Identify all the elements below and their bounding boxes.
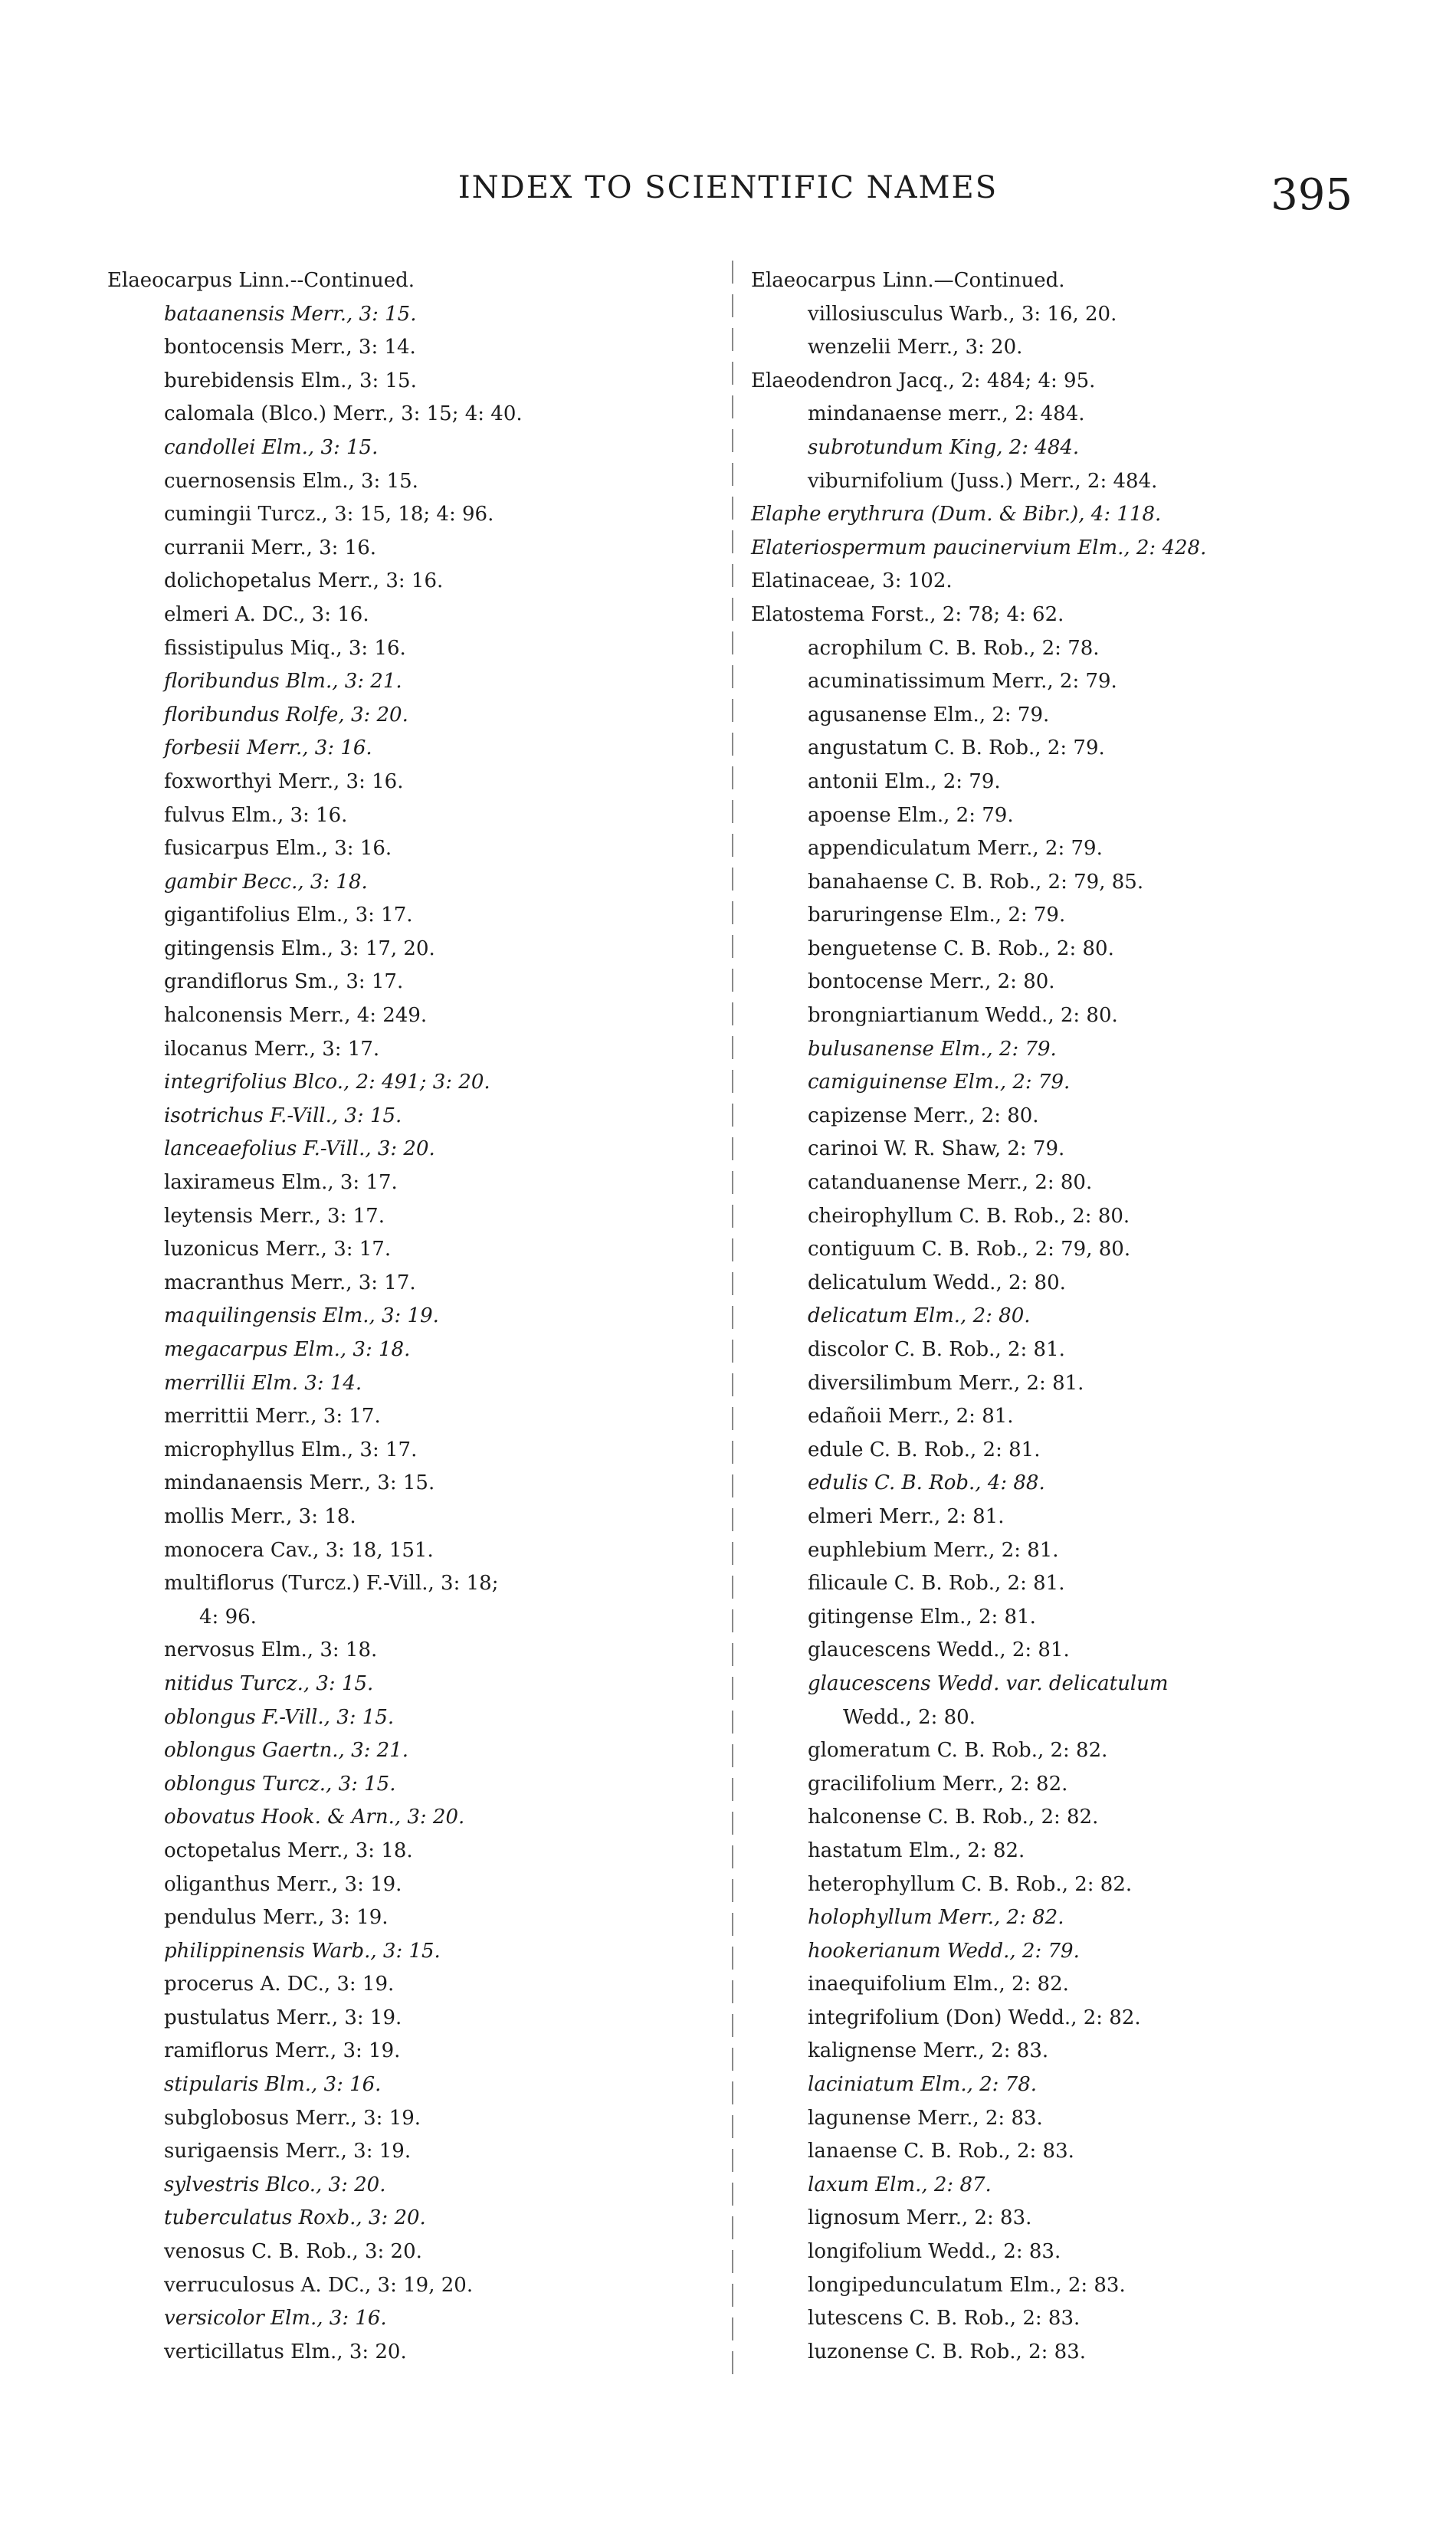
index-entry: ilocanus Merr., 3: 17.: [164, 1037, 380, 1061]
index-entry: camiguinense Elm., 2: 79.: [808, 1071, 1071, 1094]
index-heading: Elateriospermum paucinervium Elm., 2: 428.: [751, 536, 1207, 559]
index-entry: hookerianum Wedd., 2: 79.: [808, 1939, 1080, 1963]
index-entry: stipularis Blm., 3: 16.: [164, 2073, 382, 2097]
index-entry: curranii Merr., 3: 16.: [164, 536, 377, 559]
index-entry: laciniatum Elm., 2: 78.: [808, 2073, 1038, 2097]
index-entry: versicolor Elm., 3: 16.: [164, 2307, 387, 2331]
index-entry: lignosum Merr., 2: 83.: [808, 2206, 1032, 2230]
index-entry: bulusanense Elm., 2: 79.: [808, 1037, 1057, 1061]
index-entry: carinoi W. R. Shaw, 2: 79.: [808, 1137, 1065, 1161]
index-entry: acrophilum C. B. Rob., 2: 78.: [808, 636, 1100, 660]
index-entry: leytensis Merr., 3: 17.: [164, 1204, 385, 1228]
index-entry: burebidensis Elm., 3: 15.: [164, 369, 417, 392]
index-heading: Elaeodendron Jacq., 2: 484; 4: 95.: [751, 369, 1096, 392]
index-entry: edañoii Merr., 2: 81.: [808, 1405, 1014, 1429]
index-entry: fissistipulus Miq., 3: 16.: [164, 636, 406, 660]
index-heading: Elatostema Forst., 2: 78; 4: 62.: [751, 602, 1064, 626]
index-entry: venosus C. B. Rob., 3: 20.: [164, 2240, 422, 2264]
index-entry: candollei Elm., 3: 15.: [164, 435, 379, 459]
index-entry: multiflorus (Turcz.) F.-Vill., 3: 18;: [164, 1572, 499, 1596]
index-entry: oblongus Turcz., 3: 15.: [164, 1772, 396, 1796]
index-entry: mindanaensis Merr., 3: 15.: [164, 1471, 435, 1495]
column-divider: [732, 261, 733, 2376]
page-number: 395: [1271, 170, 1353, 220]
index-entry: lanaense C. B. Rob., 2: 83.: [808, 2140, 1074, 2163]
index-entry: mindanaense merr., 2: 484.: [808, 402, 1085, 426]
index-entry: bontocensis Merr., 3: 14.: [164, 336, 416, 359]
index-entry: glaucescens Wedd. var. delicatulum: [808, 1671, 1169, 1695]
index-heading: Elatinaceae, 3: 102.: [751, 569, 953, 593]
left-index-column: [107, 264, 720, 2369]
index-heading: Elaeocarpus Linn.--Continued.: [107, 269, 415, 292]
index-entry: edule C. B. Rob., 2: 81.: [808, 1438, 1041, 1461]
index-entry: holophyllum Merr., 2: 82.: [808, 1906, 1064, 1930]
index-entry: nitidus Turcz., 3: 15.: [164, 1671, 374, 1695]
index-entry: inaequifolium Elm., 2: 82.: [808, 1973, 1069, 1996]
index-heading: Elaphe erythrura (Dum. & Bibr.), 4: 118.: [751, 503, 1162, 526]
index-entry: macranthus Merr., 3: 17.: [164, 1271, 416, 1294]
index-entry: luzonicus Merr., 3: 17.: [164, 1238, 392, 1261]
index-entry: cumingii Turcz., 3: 15, 18; 4: 96.: [164, 503, 494, 526]
index-entry: floribundus Blm., 3: 21.: [164, 670, 402, 694]
index-entry: fulvus Elm., 3: 16.: [164, 803, 348, 827]
index-entry: grandiflorus Sm., 3: 17.: [164, 970, 404, 994]
index-entry: elmeri A. DC., 3: 16.: [164, 602, 369, 626]
index-heading: Elaeocarpus Linn.—Continued.: [751, 269, 1065, 292]
index-entry: longifolium Wedd., 2: 83.: [808, 2240, 1061, 2264]
index-entry: villosiusculus Warb., 3: 16, 20.: [808, 302, 1117, 326]
index-entry: merrittii Merr., 3: 17.: [164, 1405, 381, 1429]
index-entry: delicatulum Wedd., 2: 80.: [808, 1271, 1066, 1294]
index-entry: cheirophyllum C. B. Rob., 2: 80.: [808, 1204, 1130, 1228]
index-entry: integrifolium (Don) Wedd., 2: 82.: [808, 2006, 1141, 2029]
index-entry: viburnifolium (Juss.) Merr., 2: 484.: [808, 469, 1158, 493]
index-entry: mollis Merr., 3: 18.: [164, 1504, 356, 1528]
index-entry: foxworthyi Merr., 3: 16.: [164, 769, 404, 793]
index-entry: diversilimbum Merr., 2: 81.: [808, 1371, 1084, 1395]
index-entry: microphyllus Elm., 3: 17.: [164, 1438, 418, 1461]
index-entry: verticillatus Elm., 3: 20.: [164, 2340, 407, 2363]
index-entry: ramiflorus Merr., 3: 19.: [164, 2039, 401, 2063]
index-entry: filicaule C. B. Rob., 2: 81.: [808, 1572, 1065, 1596]
index-entry: forbesii Merr., 3: 16.: [164, 736, 372, 760]
index-entry: edulis C. B. Rob., 4: 88.: [808, 1471, 1045, 1495]
index-entry: octopetalus Merr., 3: 18.: [164, 1839, 413, 1862]
index-entry: oblongus Gaertn., 3: 21.: [164, 1739, 408, 1763]
index-entry: halconense C. B. Rob., 2: 82.: [808, 1806, 1099, 1829]
index-entry: wenzelii Merr., 3: 20.: [808, 336, 1023, 359]
index-entry: subrotundum King, 2: 484.: [808, 435, 1080, 459]
index-entry: hastatum Elm., 2: 82.: [808, 1839, 1025, 1862]
index-entry: obovatus Hook. & Arn., 3: 20.: [164, 1806, 465, 1829]
index-entry: procerus A. DC., 3: 19.: [164, 1973, 395, 1996]
index-entry: laxirameus Elm., 3: 17.: [164, 1171, 398, 1195]
index-entry: lanceaefolius F.-Vill., 3: 20.: [164, 1137, 435, 1161]
index-entry: gigantifolius Elm., 3: 17.: [164, 904, 413, 927]
index-entry: gambir Becc., 3: 18.: [164, 870, 368, 894]
index-entry: benguetense C. B. Rob., 2: 80.: [808, 936, 1114, 960]
index-entry: apoense Elm., 2: 79.: [808, 803, 1014, 827]
index-entry: acuminatissimum Merr., 2: 79.: [808, 670, 1117, 694]
index-entry: glomeratum C. B. Rob., 2: 82.: [808, 1739, 1108, 1763]
index-entry: glaucescens Wedd., 2: 81.: [808, 1638, 1070, 1662]
index-entry: fusicarpus Elm., 3: 16.: [164, 837, 392, 861]
index-entry: merrillii Elm. 3: 14.: [164, 1371, 362, 1395]
index-entry: nervosus Elm., 3: 18.: [164, 1638, 378, 1662]
index-entry: banahaense C. B. Rob., 2: 79, 85.: [808, 870, 1144, 894]
index-entry: pustulatus Merr., 3: 19.: [164, 2006, 402, 2029]
index-entry: cuernosensis Elm., 3: 15.: [164, 469, 418, 493]
index-entry: angustatum C. B. Rob., 2: 79.: [808, 736, 1105, 760]
index-entry: philippinensis Warb., 3: 15.: [164, 1939, 441, 1963]
index-entry: longipedunculatum Elm., 2: 83.: [808, 2273, 1126, 2297]
index-entry: megacarpus Elm., 3: 18.: [164, 1338, 411, 1361]
index-entry: agusanense Elm., 2: 79.: [808, 703, 1050, 727]
index-entry: bontocense Merr., 2: 80.: [808, 970, 1055, 994]
index-entry: euphlebium Merr., 2: 81.: [808, 1538, 1059, 1562]
index-entry: oliganthus Merr., 3: 19.: [164, 1872, 402, 1896]
index-entry: lagunense Merr., 2: 83.: [808, 2106, 1043, 2130]
index-entry: elmeri Merr., 2: 81.: [808, 1504, 1005, 1528]
index-entry: 4: 96.: [199, 1605, 257, 1629]
index-entry: appendiculatum Merr., 2: 79.: [808, 837, 1103, 861]
index-entry: lutescens C. B. Rob., 2: 83.: [808, 2307, 1081, 2331]
index-entry: gracilifolium Merr., 2: 82.: [808, 1772, 1068, 1796]
index-entry: Wedd., 2: 80.: [843, 1705, 976, 1729]
index-entry: integrifolius Blco., 2: 491; 3: 20.: [164, 1071, 490, 1094]
index-entry: bataanensis Merr., 3: 15.: [164, 302, 417, 326]
index-entry: surigaensis Merr., 3: 19.: [164, 2140, 412, 2163]
index-entry: sylvestris Blco., 3: 20.: [164, 2173, 386, 2196]
index-entry: gitingense Elm., 2: 81.: [808, 1605, 1036, 1629]
index-entry: calomala (Blco.) Merr., 3: 15; 4: 40.: [164, 402, 523, 426]
right-index-column: [751, 264, 1349, 2369]
index-entry: luzonense C. B. Rob., 2: 83.: [808, 2340, 1086, 2363]
index-entry: kalignense Merr., 2: 83.: [808, 2039, 1049, 2063]
index-entry: pendulus Merr., 3: 19.: [164, 1906, 389, 1930]
index-entry: verruculosus A. DC., 3: 19, 20.: [164, 2273, 474, 2297]
index-entry: oblongus F.-Vill., 3: 15.: [164, 1705, 395, 1729]
index-entry: halconensis Merr., 4: 249.: [164, 1004, 428, 1028]
index-entry: laxum Elm., 2: 87.: [808, 2173, 992, 2196]
index-entry: monocera Cav., 3: 18, 151.: [164, 1538, 434, 1562]
index-entry: delicatum Elm., 2: 80.: [808, 1304, 1031, 1328]
page-title: INDEX TO SCIENTIFIC NAMES: [457, 170, 999, 205]
index-entry: baruringense Elm., 2: 79.: [808, 904, 1066, 927]
index-entry: subglobosus Merr., 3: 19.: [164, 2106, 421, 2130]
index-entry: heterophyllum C. B. Rob., 2: 82.: [808, 1872, 1133, 1896]
index-entry: contiguum C. B. Rob., 2: 79, 80.: [808, 1238, 1131, 1261]
index-entry: floribundus Rolfe, 3: 20.: [164, 703, 408, 727]
index-entry: gitingensis Elm., 3: 17, 20.: [164, 936, 435, 960]
index-entry: dolichopetalus Merr., 3: 16.: [164, 569, 444, 593]
index-entry: isotrichus F.-Vill., 3: 15.: [164, 1104, 402, 1127]
index-entry: discolor C. B. Rob., 2: 81.: [808, 1338, 1065, 1361]
index-entry: capizense Merr., 2: 80.: [808, 1104, 1039, 1127]
index-entry: tuberculatus Roxb., 3: 20.: [164, 2206, 426, 2230]
index-entry: maquilingensis Elm., 3: 19.: [164, 1304, 439, 1328]
index-entry: antonii Elm., 2: 79.: [808, 769, 1001, 793]
index-entry: brongniartianum Wedd., 2: 80.: [808, 1004, 1118, 1028]
index-entry: catanduanense Merr., 2: 80.: [808, 1171, 1093, 1195]
